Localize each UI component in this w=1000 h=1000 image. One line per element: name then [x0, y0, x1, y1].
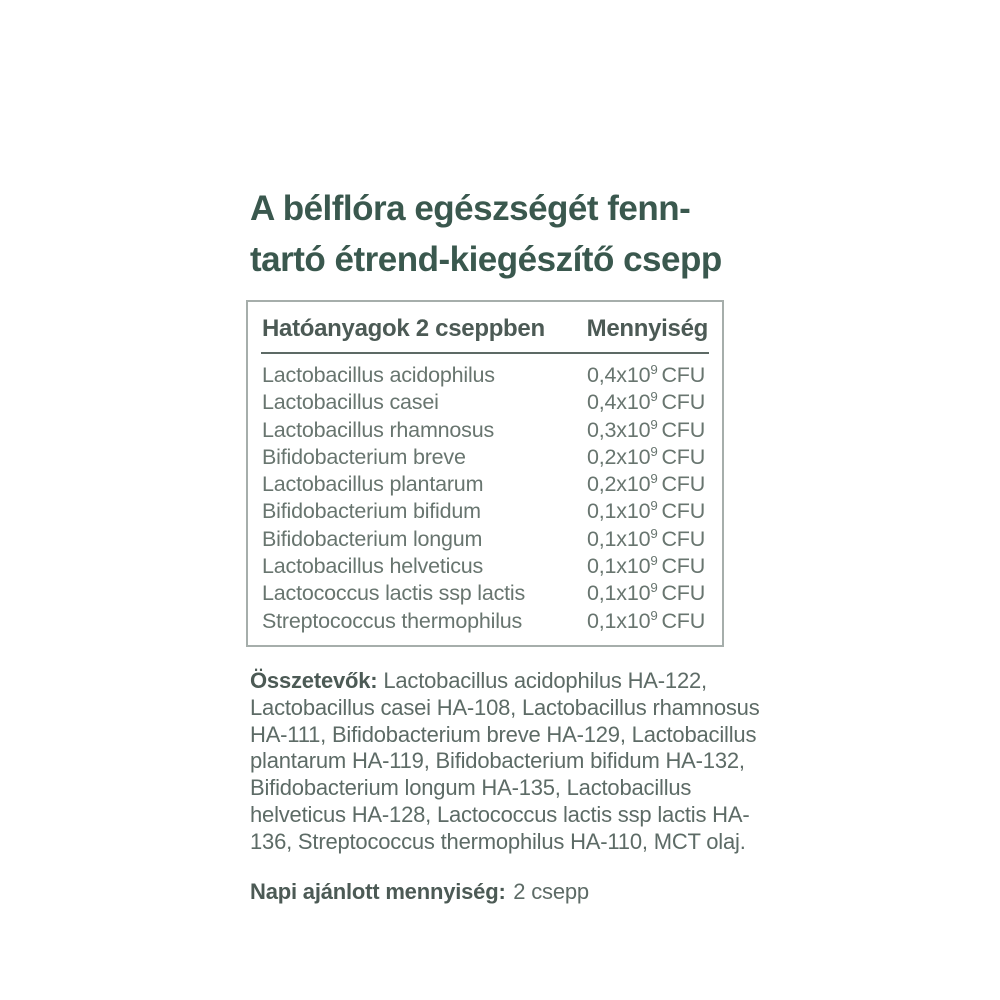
ingredients-text: Lactobacillus acidophilus HA-122, Lactobacillus casei HA-108, Lactobacillus rhamnosus HA-111, Bifidobacterium breve HA-129, Lactobacillus plantarum HA-119, Bifidobacterium bifidum HA-132, Bifidobacterium longum HA-135, Lactobacillus helveticus HA-128, Lactococcus lactis ssp lactis HA-136, Streptococcus thermophilus HA-110, MCT olaj. — [250, 667, 760, 854]
table-row — [261, 389, 709, 416]
amount-base: 0,4x10 — [587, 363, 651, 387]
amount-exp: 9 — [650, 361, 658, 377]
table-header-ingredients: Hatóanyagok 2 cseppben — [262, 315, 545, 342]
ingredients-table-body — [261, 354, 709, 635]
amount-unit: CFU — [661, 608, 706, 633]
amount-unit: CFU — [661, 581, 706, 606]
amount-unit: CFU — [661, 417, 706, 442]
ingredient-amount — [587, 526, 709, 553]
ingredient-name: Lactobacillus plantarum — [262, 472, 484, 497]
amount-unit: CFU — [661, 472, 706, 497]
table-row — [261, 608, 709, 635]
amount-base: 0,1x10 — [587, 554, 651, 579]
ingredient-amount — [587, 444, 709, 471]
table-header-row — [261, 311, 709, 354]
amount-exp: 9 — [650, 416, 658, 432]
ingredient-name: Lactobacillus acidophilus — [262, 363, 495, 387]
amount-unit: CFU — [661, 526, 706, 551]
ingredient-name: Lactococcus lactis ssp lactis — [262, 581, 526, 606]
table-row — [261, 553, 709, 580]
amount-exp: 9 — [650, 498, 658, 514]
amount-exp: 9 — [650, 607, 658, 623]
daily-dose-line — [250, 878, 766, 905]
ingredient-amount — [587, 417, 709, 444]
table-row — [261, 417, 709, 444]
daily-dose-value: 2 csepp — [513, 878, 589, 904]
ingredient-name: Streptococcus thermophilus — [262, 608, 523, 633]
amount-base: 0,2x10 — [587, 444, 651, 469]
ingredient-name: Lactobacillus helveticus — [262, 554, 484, 579]
active-ingredients-table — [246, 300, 724, 647]
amount-exp: 9 — [650, 552, 658, 568]
table-row — [261, 444, 709, 471]
ingredient-name: Lactobacillus rhamnosus — [262, 417, 495, 442]
ingredients-paragraph — [250, 668, 766, 856]
ingredient-amount — [587, 553, 709, 580]
amount-unit: CFU — [661, 444, 706, 469]
amount-exp: 9 — [650, 443, 658, 459]
content-column — [250, 183, 766, 927]
table-row — [261, 362, 709, 389]
amount-base: 0,1x10 — [587, 499, 651, 524]
ingredient-name: Bifidobacterium longum — [262, 526, 483, 551]
ingredient-amount — [587, 471, 709, 498]
amount-base: 0,1x10 — [587, 581, 651, 606]
amount-exp: 9 — [650, 471, 658, 487]
ingredient-amount — [587, 608, 709, 635]
page-title-line2: tartó étrend-kiegészítő csepp — [250, 240, 722, 279]
amount-unit: CFU — [661, 363, 706, 387]
amount-unit: CFU — [661, 554, 706, 579]
ingredient-name: Bifidobacterium bifidum — [262, 499, 481, 524]
amount-base: 0,4x10 — [587, 390, 651, 415]
daily-dose-label: Napi ajánlott mennyiség: — [250, 878, 506, 904]
table-row — [261, 526, 709, 553]
ingredient-amount — [587, 580, 709, 607]
amount-unit: CFU — [661, 390, 706, 415]
amount-exp: 9 — [650, 580, 658, 596]
amount-exp: 9 — [650, 525, 658, 541]
amount-base: 0,3x10 — [587, 417, 651, 442]
table-row — [261, 580, 709, 607]
table-header-amount: Mennyiség — [586, 315, 708, 342]
ingredient-amount — [587, 389, 709, 416]
ingredients-label: Összetevők: — [250, 667, 378, 693]
table-row — [261, 498, 709, 525]
ingredient-amount — [587, 498, 709, 525]
page-title-line1: A bélflóra egészségét fenn- — [250, 189, 691, 228]
amount-base: 0,1x10 — [587, 526, 651, 551]
page-title — [250, 183, 766, 285]
amount-base: 0,1x10 — [587, 608, 651, 633]
amount-base: 0,2x10 — [587, 472, 651, 497]
ingredient-name: Lactobacillus casei — [262, 390, 439, 415]
ingredient-name: Bifidobacterium breve — [262, 444, 466, 469]
amount-exp: 9 — [650, 389, 658, 405]
table-row — [261, 471, 709, 498]
amount-unit: CFU — [661, 499, 706, 524]
ingredient-amount — [587, 362, 709, 389]
